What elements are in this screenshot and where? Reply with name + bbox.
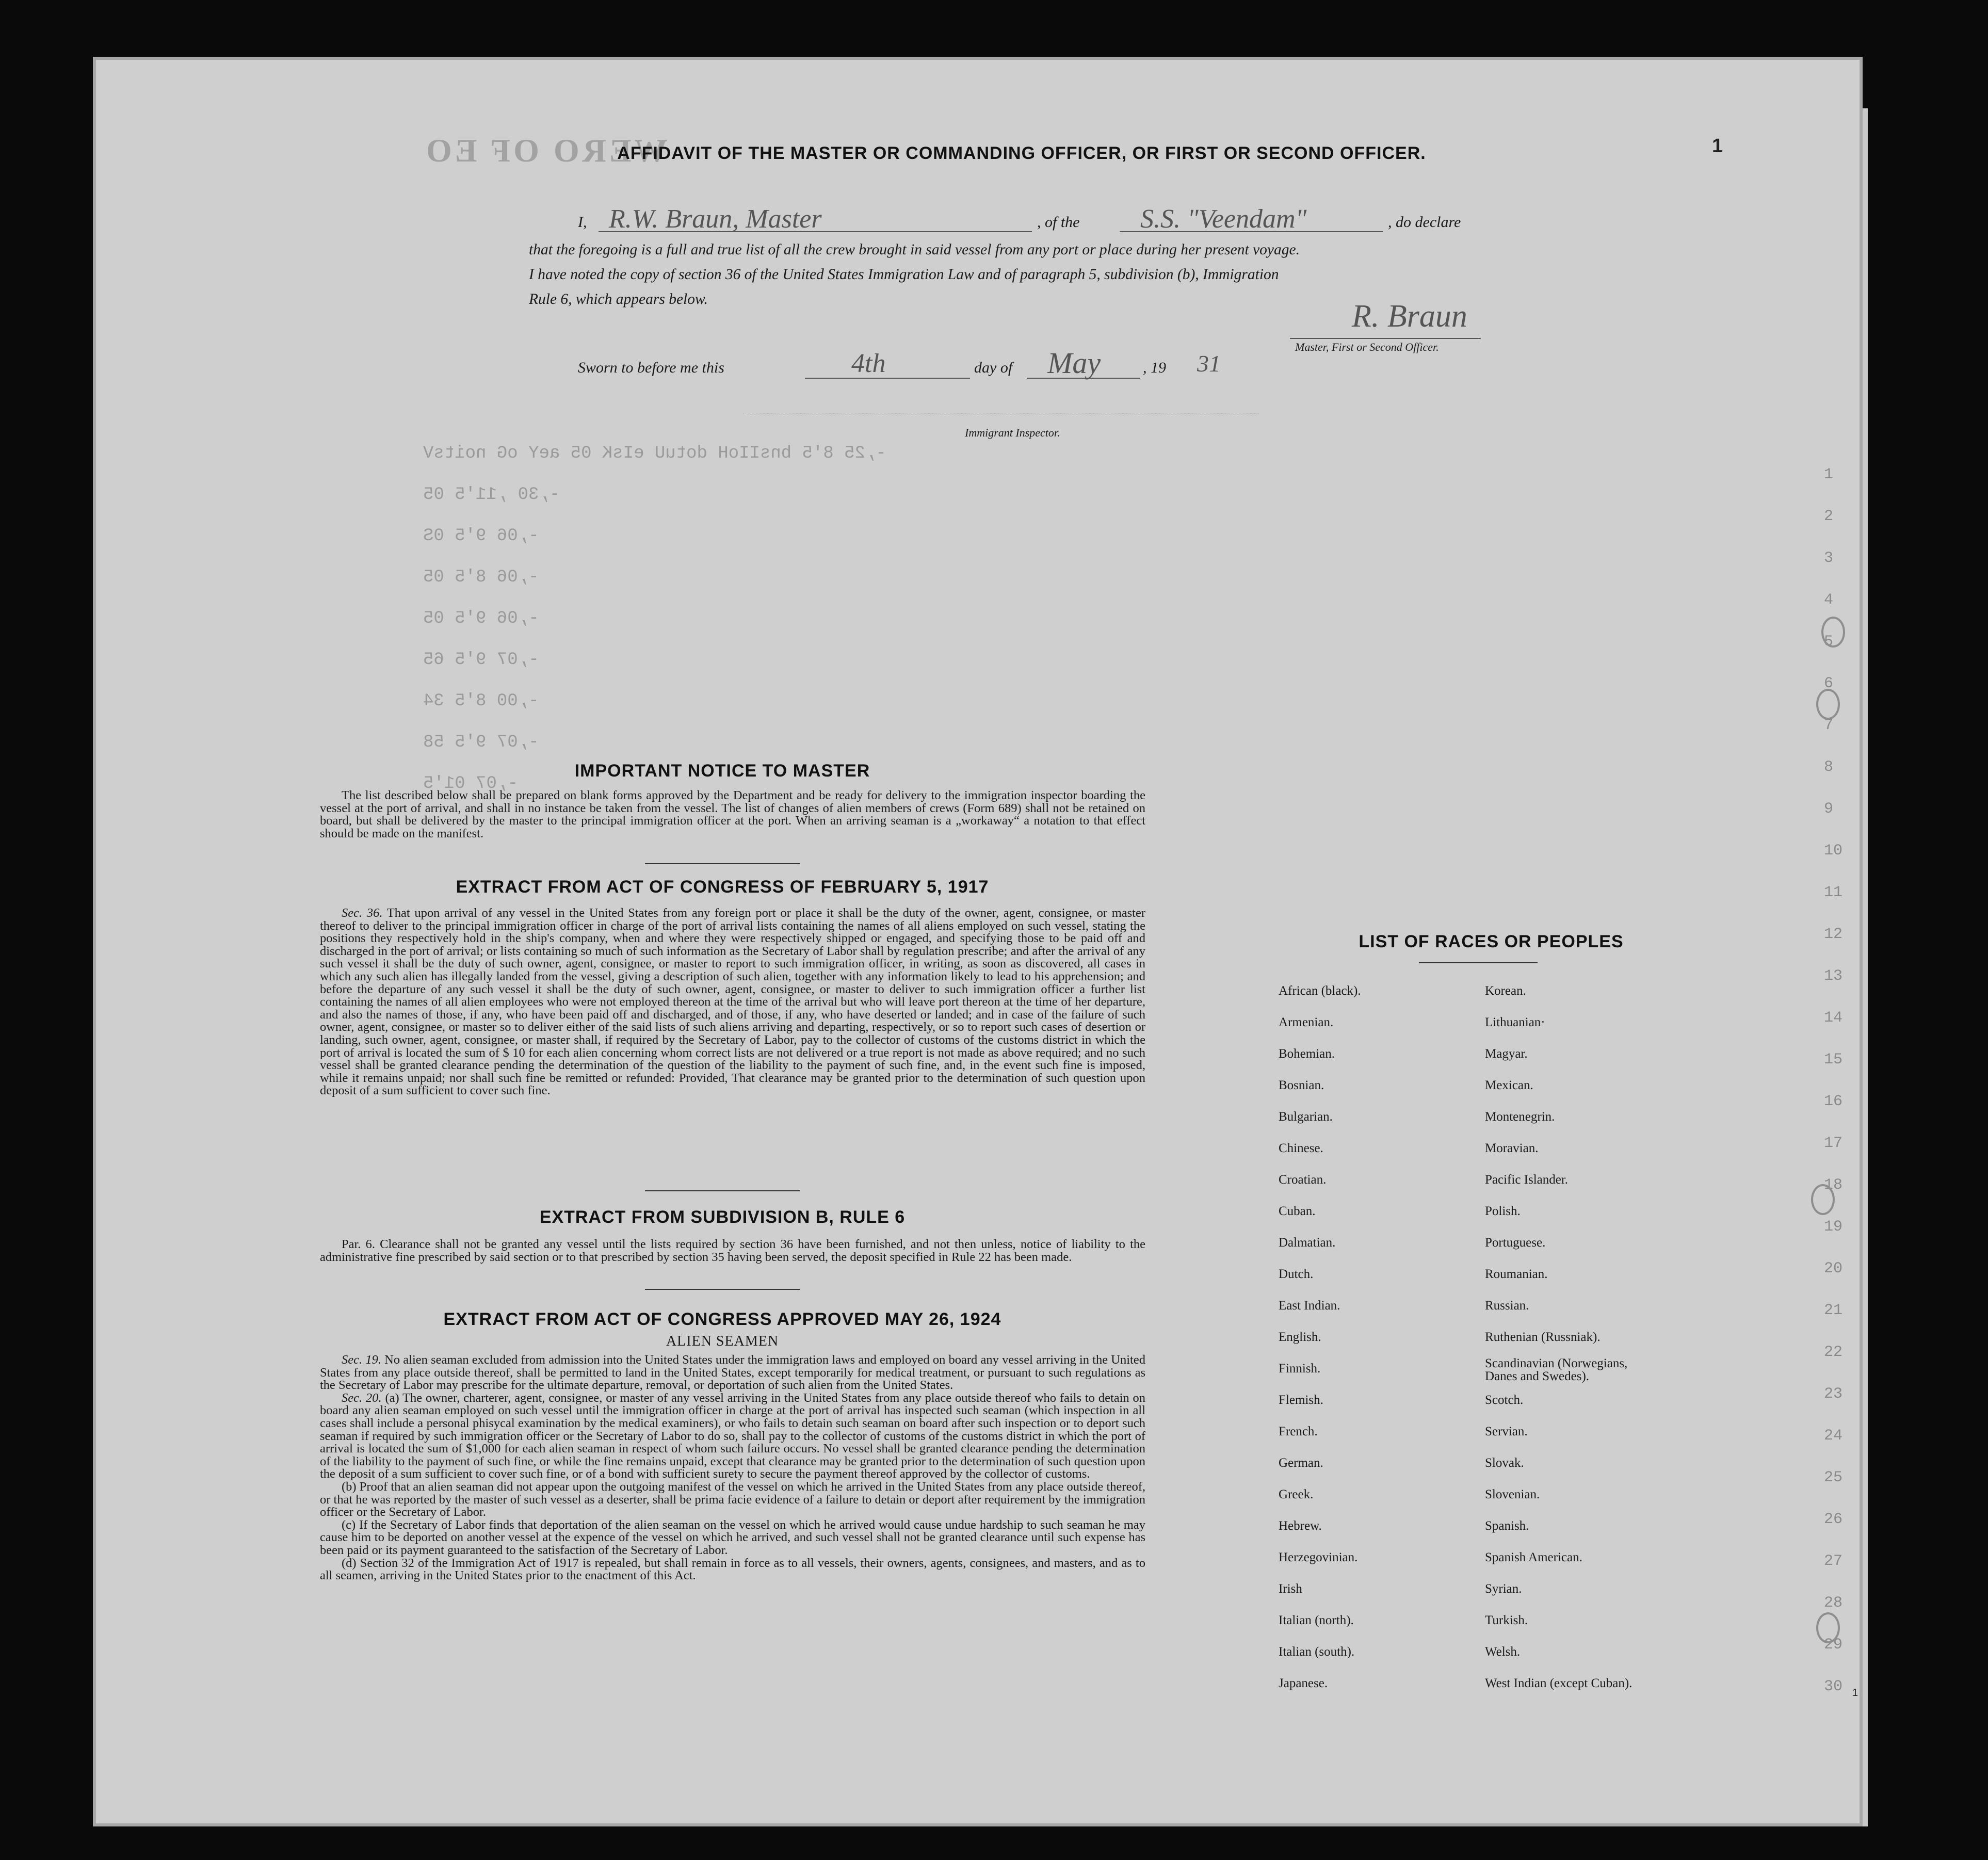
- race-item: Hebrew.: [1279, 1519, 1322, 1533]
- race-item: West Indian (except Cuban).: [1485, 1676, 1633, 1690]
- rule-6-title: EXTRACT FROM SUBDIVISION B, RULE 6: [539, 1207, 906, 1227]
- race-item: Slovak.: [1485, 1456, 1524, 1470]
- punch-hole: [1816, 1612, 1840, 1643]
- race-item: Moravian.: [1485, 1141, 1539, 1155]
- section-19-paragraph: [320, 1354, 1145, 1392]
- race-item: Bohemian.: [1279, 1047, 1335, 1061]
- sworn-label: Sworn to before me this: [578, 359, 724, 376]
- month-handwriting: May: [1047, 346, 1101, 380]
- race-item: Italian (north).: [1279, 1613, 1354, 1627]
- section-20b-paragraph: (b) Proof that an alien seaman did not appear upon the outgoing manifest of the vessel on which he arrived in the United States from any place outside thereof, or that he was reported by the master of such vessel as a deserter, shall be prima facie evidence of a failure to detain or deport after requirement by the immigration officer or the Secretary of Labor.: [320, 1479, 1145, 1519]
- race-item: Polish.: [1485, 1204, 1521, 1218]
- of-the-label: , of the: [1037, 214, 1080, 231]
- race-item: English.: [1279, 1330, 1321, 1344]
- punch-hole: [1816, 689, 1840, 720]
- do-declare-label: , do declare: [1388, 214, 1461, 231]
- race-item: Dalmatian.: [1279, 1236, 1336, 1250]
- bleed-through-row: -,06 9'5 05: [423, 609, 539, 628]
- race-item: Russian.: [1485, 1299, 1529, 1313]
- section-19-label: Sec. 19.: [342, 1353, 381, 1367]
- race-item: Korean.: [1485, 984, 1526, 998]
- race-item: Bulgarian.: [1279, 1110, 1333, 1124]
- inspector-label: Immigrant Inspector.: [965, 426, 1060, 439]
- affidavit-line-2: that the foregoing is a full and true list of all the crew brought in said vessel from any port or place during her present voyage.: [529, 241, 1300, 258]
- bleed-through-row: -,07 01'5: [423, 774, 518, 794]
- race-item: Pacific Islander.: [1485, 1173, 1569, 1187]
- punch-hole: [1821, 617, 1845, 648]
- side-number: 1: [1852, 1687, 1858, 1699]
- race-item: Herzegovinian.: [1279, 1550, 1358, 1564]
- year-handwriting: 31: [1197, 350, 1221, 377]
- bleed-through-title: WERO OF EO: [423, 132, 668, 169]
- race-item: African (black).: [1279, 984, 1361, 998]
- race-item: Cuban.: [1279, 1204, 1316, 1218]
- race-item: Mexican.: [1485, 1078, 1533, 1092]
- divider: [645, 863, 800, 864]
- year-prefix-label: , 19: [1143, 359, 1166, 376]
- race-item: Finnish.: [1279, 1362, 1321, 1376]
- race-item: Ruthenian (Russniak).: [1485, 1330, 1601, 1344]
- race-item: Spanish American.: [1485, 1550, 1582, 1564]
- race-item: Spanish.: [1485, 1519, 1529, 1533]
- rule-6-text: [320, 1238, 1145, 1264]
- bleed-through-row: -,06 8'5 05: [423, 568, 539, 587]
- day-handwriting: 4th: [851, 349, 886, 378]
- section-36-text: That upon arrival of any vessel in the United States from any foreign port or place it shall be the duty of the owner, agent, consignee, or master thereof to deliver to the principal immigration officer in charge of the port of arrival lists containing the names of all aliens employed on such vessel, stating the positions they respectively hold in the ship's company, when and where they were respectively shipped or engaged, and specifying those to be paid off and discharged in the port of arrival; or lists containing so much of such information as the Secretary of Labor shall by regulation prescribe; and after the arrival of any such vessel it shall be the duty of such owner, agent, consignee, or master to report to such immigration officer, in writing, as soon as discovered, all cases in which any such alien has illegally landed from the vessel, giving a description of such alien, together with any information likely to lead to his apprehension; and before the departure of any such vessel it shall be the duty of such owner, agent, consignee, or master to deliver to such immigration officer a further list containing the names of all alien employees who were not employed thereon at the time of the arrival but who will leave port thereon at the time of her departure, and also the names of those, if any, who have been paid off and discharged, and of those, if any, who have deserted or landed; and in case of the failure of such owner, agent, consignee, or master so to deliver either of the said lists of such aliens arriving and departing, respectively, or so to report such cases of desertion or landing, such owner, agent, consignee, or master shall, if required by the Secretary of Labor, pay to the collector of customs of the customs district in which the port of arrival is located the sum of $ 10 for each alien concerning whom correct lists are not delivered or a true report is not made as above required; and no such vessel shall be granted clearance pending the determination of the question of the liability to the payment of such fine, and, in the event such fine is imposed, while it remains unpaid; nor shall such fine be remitted or refunded: Provided, That clearance may be granted prior to the determination of such question upon deposit of a sum sufficient to cover such fine.: [320, 906, 1146, 1098]
- race-item: Syrian.: [1485, 1582, 1522, 1596]
- divider: [645, 1190, 800, 1191]
- race-item: Japanese.: [1279, 1676, 1328, 1690]
- bleed-through-row: -,00 8'5 34: [423, 691, 539, 711]
- notice-text: [320, 789, 1145, 840]
- race-item: Croatian.: [1279, 1173, 1327, 1187]
- race-item: Scotch.: [1485, 1393, 1524, 1407]
- race-item: Chinese.: [1279, 1141, 1323, 1155]
- signature-line: [1290, 338, 1481, 339]
- section-36-label: Sec. 36.: [342, 906, 383, 920]
- race-item: Greek.: [1279, 1487, 1314, 1501]
- master-signature: R. Braun: [1352, 299, 1467, 334]
- bleed-through-row: -,30 ,11'5 05: [423, 485, 560, 505]
- alien-seamen-subtitle: ALIEN SEAMEN: [666, 1333, 779, 1349]
- race-item: Armenian.: [1279, 1015, 1334, 1029]
- race-item: German.: [1279, 1456, 1323, 1470]
- divider: [1419, 962, 1538, 963]
- race-item: French.: [1279, 1425, 1318, 1438]
- vessel-name-handwriting: S.S. "Veendam": [1140, 204, 1307, 234]
- section-20-label: Sec. 20.: [342, 1390, 382, 1405]
- affidavit-line-3: I have noted the copy of section 36 of the United States Immigration Law and of paragraph 5, subdivision (b), Immigration: [529, 266, 1279, 283]
- par-6-text: Clearance shall not be granted any vessel until the lists required by section 36 have been furnished, and not then unless, notice of liability to the administrative fine prescribed by said section or to that prescribed by section 35 having been served, the deposit specified in Rule 22 has been made.: [320, 1237, 1145, 1264]
- race-item: Montenegrin.: [1485, 1110, 1555, 1124]
- affidavit-line-1: [578, 214, 587, 231]
- section-19-text: No alien seaman excluded from admission into the United States under the immigration laws and employed on board any vessel arriving in the United States from any place outside thereof, shall be permitted to land in the United States, except temporarily for medical treatment, or pursuant to such regulations as the Secretary of Labor may prescribe for the ultimate departure, removal, or deportation of such alien from the United States.: [320, 1353, 1145, 1393]
- race-item: Magyar.: [1485, 1047, 1528, 1061]
- affidavit-title: AFFIDAVIT OF THE MASTER OR COMMANDING OFFICER, OR FIRST OR SECOND OFFICER.: [617, 143, 1426, 163]
- race-item: Irish: [1279, 1582, 1302, 1596]
- race-item: Servian.: [1485, 1425, 1528, 1438]
- race-item: Roumanian.: [1485, 1267, 1548, 1281]
- master-name-handwriting: R.W. Braun, Master: [609, 204, 822, 234]
- act-1924-title: EXTRACT FROM ACT OF CONGRESS APPROVED MAY 26, 1924: [443, 1309, 1001, 1329]
- notice-paragraph: The list described below shall be prepared on blank forms approved by the Department and be ready for delivery to the immigration inspector boarding the vessel at the port of arrival, and shall in no instance be taken from the vessel. The list of changes of alien members of crews (Form 689) shall not be retained on board, but shall be delivered by the master to the principal immigration officer at the port. When an arriving seaman is a „workaway“ a notation to that effect should be made on the manifest.: [320, 788, 1145, 840]
- race-item: Welsh.: [1485, 1645, 1521, 1659]
- master-label: Master, First or Second Officer.: [1295, 341, 1439, 353]
- notice-title: IMPORTANT NOTICE TO MASTER: [574, 761, 870, 781]
- race-item: East Indian.: [1279, 1299, 1340, 1313]
- races-left-column: [1279, 975, 1361, 1699]
- act-1917-text: [320, 907, 1145, 1097]
- bleed-through-row-numbers: 1 2 3 4 5 6 7 8 9 10 11 12 13 14 15 16 17 18 19 20 21 22 23 24 25 26 27 28 29 30: [1824, 466, 1843, 1695]
- day-blank: [805, 378, 970, 379]
- race-item: Portuguese.: [1485, 1236, 1546, 1250]
- bleed-through-row: -,07 9'5 58: [423, 733, 539, 752]
- race-item: Lithuanian·: [1485, 1015, 1545, 1029]
- section-20a-text: (a) The owner, charterer, agent, consignee, or master of any vessel arriving in the United States from any place outside thereof who fails to detain on board any alien seaman employed on such vessel until the immigration officer in charge at the port of arrival has inspected such seaman (which inspection in all cases shall include a personal phisycal examination by the medical examiners), or who fails to detain such seaman on board after such inspection or to deport such seaman if required by such immigration officer or the Secretary of Labor to do so, shall pay to the collector of customs of the customs district in which the port of arrival is located the sum of $1,000 for each alien seaman in respect of whom such failure occurs. No vessel shall be granted clearance pending the determination of the liability to the payment of such fine, or while the fine remains unpaid, except that clearance may be granted prior to the determination of such question upon the deposit of a sum sufficient to cover such fine, or of a bond with sufficient surety to secure the payment thereof approved by the collector of customs.: [320, 1390, 1146, 1481]
- section-36-paragraph: [320, 907, 1145, 1097]
- par-6-label: Par. 6.: [342, 1237, 375, 1251]
- section-20a-paragraph: [320, 1392, 1145, 1481]
- day-of-label: day of: [974, 359, 1013, 376]
- act-1917-title: EXTRACT FROM ACT OF CONGRESS OF FEBRUARY 5, 1917: [456, 877, 989, 897]
- corner-stamp-number: 1: [1712, 135, 1723, 157]
- race-item: Bosnian.: [1279, 1078, 1324, 1092]
- race-item: Slovenian.: [1485, 1487, 1540, 1501]
- races-right-column: [1485, 975, 1655, 1699]
- race-item: Dutch.: [1279, 1267, 1314, 1281]
- affidavit-i: I,: [578, 214, 587, 231]
- race-item: Turkish.: [1485, 1613, 1528, 1627]
- bleed-through-row: -,25 8'5 bnsIIoH dotuU eIsK 05 aeY oG noitsV: [423, 444, 886, 463]
- punch-hole: [1811, 1184, 1835, 1215]
- race-item: Italian (south).: [1279, 1645, 1355, 1659]
- section-20c-paragraph: (c) If the Secretary of Labor finds that deportation of the alien seaman on the vessel on which he arrived would cause undue hardship to such seaman he may cause him to be deported on another vessel at the expence of the vessel on which he arrived, and such vessel shall not be granted clearance until such expense has been paid or its payment guaranteed to the satisfaction of the Secretary of Labor.: [320, 1517, 1145, 1557]
- paragraph-6: [320, 1238, 1145, 1264]
- races-title: LIST OF RACES OR PEOPLES: [1359, 932, 1624, 951]
- affidavit-line-4: Rule 6, which appears below.: [529, 291, 708, 308]
- race-item: Scandinavian (Norwegians, Danes and Swedes).: [1485, 1356, 1628, 1383]
- bleed-through-row: -,07 9'5 65: [423, 650, 539, 670]
- race-item: Flemish.: [1279, 1393, 1323, 1407]
- divider: [645, 1289, 800, 1290]
- bleed-through-row: -,06 9'5 0S: [423, 526, 539, 546]
- act-1924-text: [320, 1354, 1145, 1582]
- section-20d-paragraph: (d) Section 32 of the Immigration Act of 1917 is repealed, but shall remain in force as to all vessels, their owners, agents, consignees, and masters, and as to all seamen, arriving in the United States prior to the enactment of this Act.: [320, 1556, 1145, 1583]
